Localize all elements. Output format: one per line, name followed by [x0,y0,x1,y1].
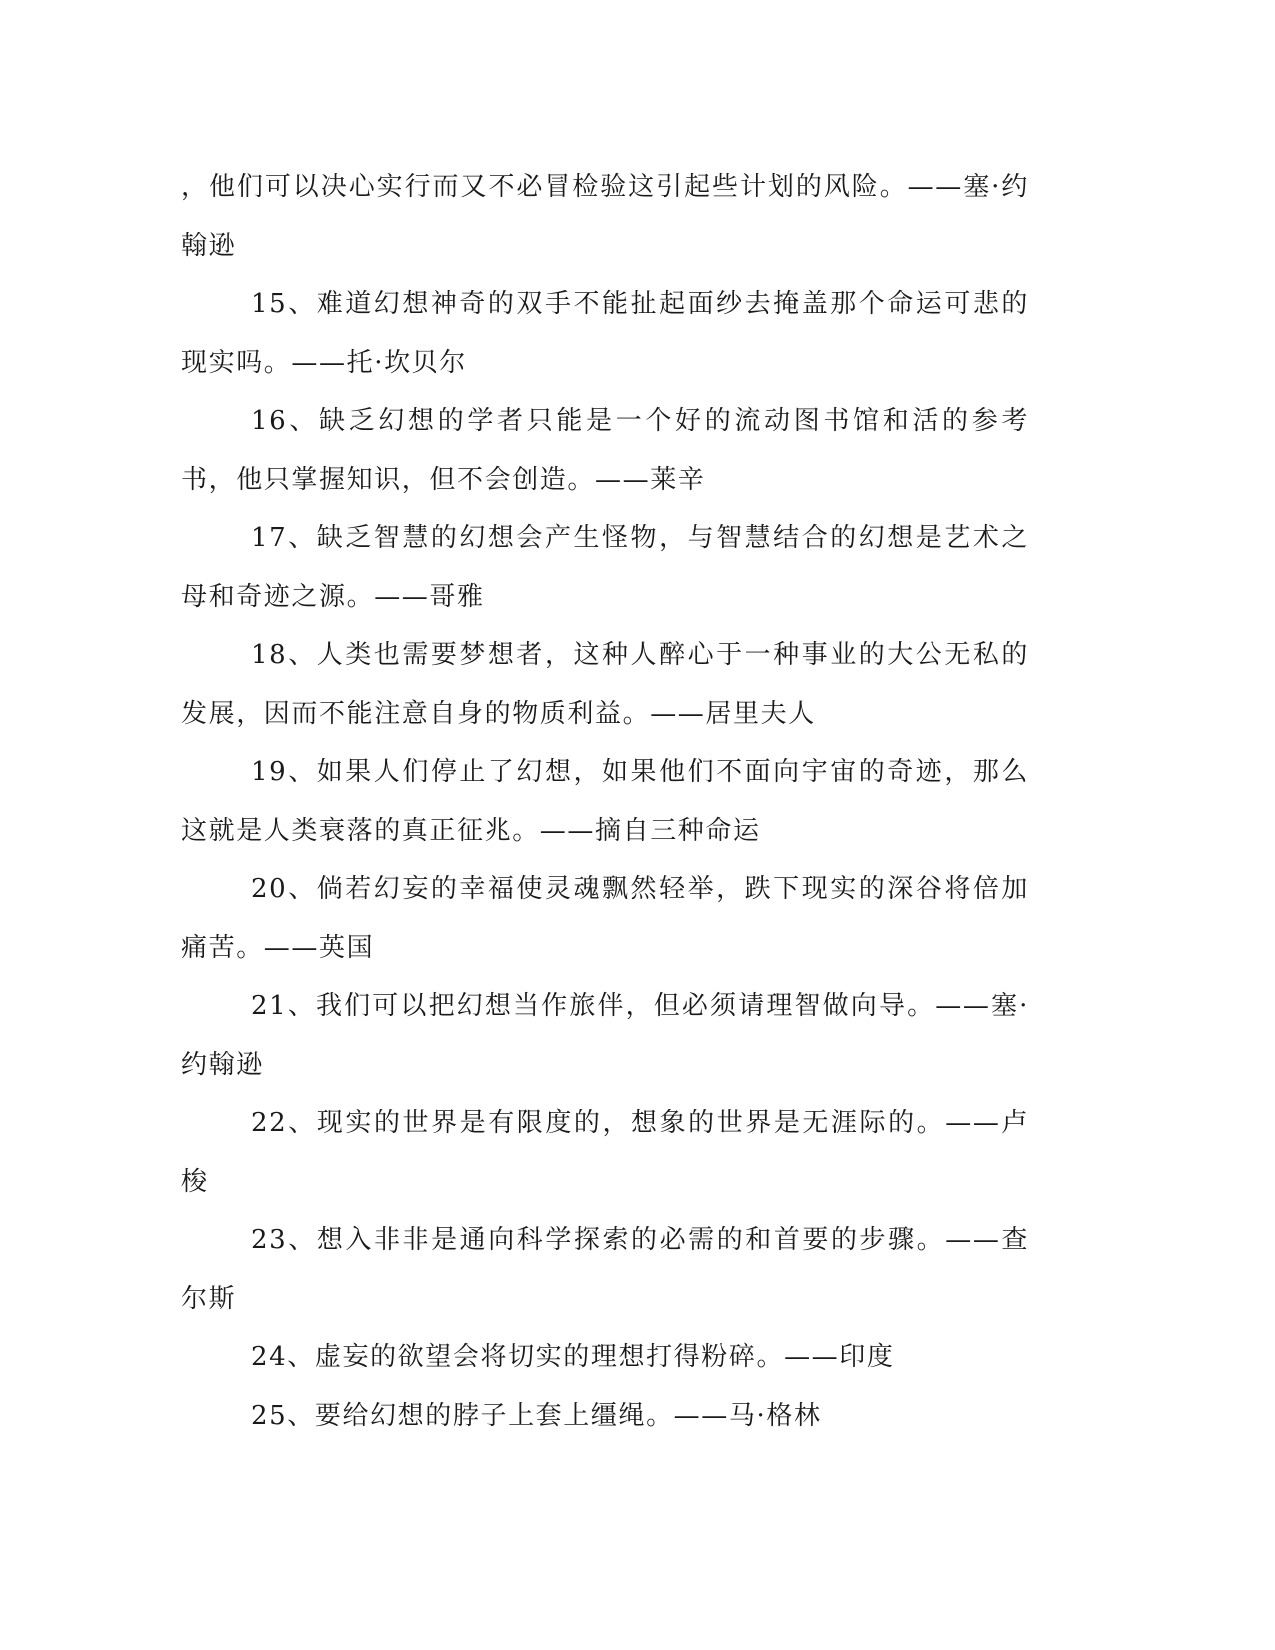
quote-paragraph-22: 22、现实的世界是有限度的，想象的世界是无涯际的。——卢梭 [181,1108,1029,1197]
quote-paragraph-25: 25、要给幻想的脖子上套上缰绳。——马·格林 [251,1400,822,1431]
quote-paragraph-24: 24、虚妄的欲望会将切实的理想打得粉碎。——印度 [251,1342,895,1372]
quote-paragraph-16: 16、缺乏幻想的学者只能是一个好的流动图书馆和活的参考书，他只掌握知识，但不会创造。——莱辛 [181,406,1029,495]
quote-paragraph-21: 21、我们可以把幻想当作旅伴，但必须请理智做向导。——塞·约翰逊 [181,991,1029,1080]
quote-paragraph-15: 15、难道幻想神奇的双手不能扯起面纱去掩盖那个命运可悲的现实吗。——托·坎贝尔 [181,289,1029,378]
quote-paragraph-18: 18、人类也需要梦想者，这种人醉心于一种事业的大公无私的发展，因而不能注意自身的物质利益。——居里夫人 [181,640,1029,729]
quote-paragraph-17: 17、缺乏智慧的幻想会产生怪物，与智慧结合的幻想是艺术之母和奇迹之源。——哥雅 [181,523,1029,612]
quote-paragraph-23: 23、想入非非是通向科学探索的必需的和首要的步骤。——查尔斯 [181,1225,1029,1314]
document-body [181,158,1029,1445]
paragraph-continuation: ，他们可以决心实行而又不必冒检验这引起些计划的风险。——塞·约翰逊 [181,172,1029,261]
quote-paragraph-19: 19、如果人们停止了幻想，如果他们不面向宇宙的奇迹，那么这就是人类衰落的真正征兆。——摘自三种命运 [181,757,1029,846]
quote-paragraph-20: 20、倘若幻妄的幸福使灵魂飘然轻举，跌下现实的深谷将倍加痛苦。——英国 [181,874,1029,963]
